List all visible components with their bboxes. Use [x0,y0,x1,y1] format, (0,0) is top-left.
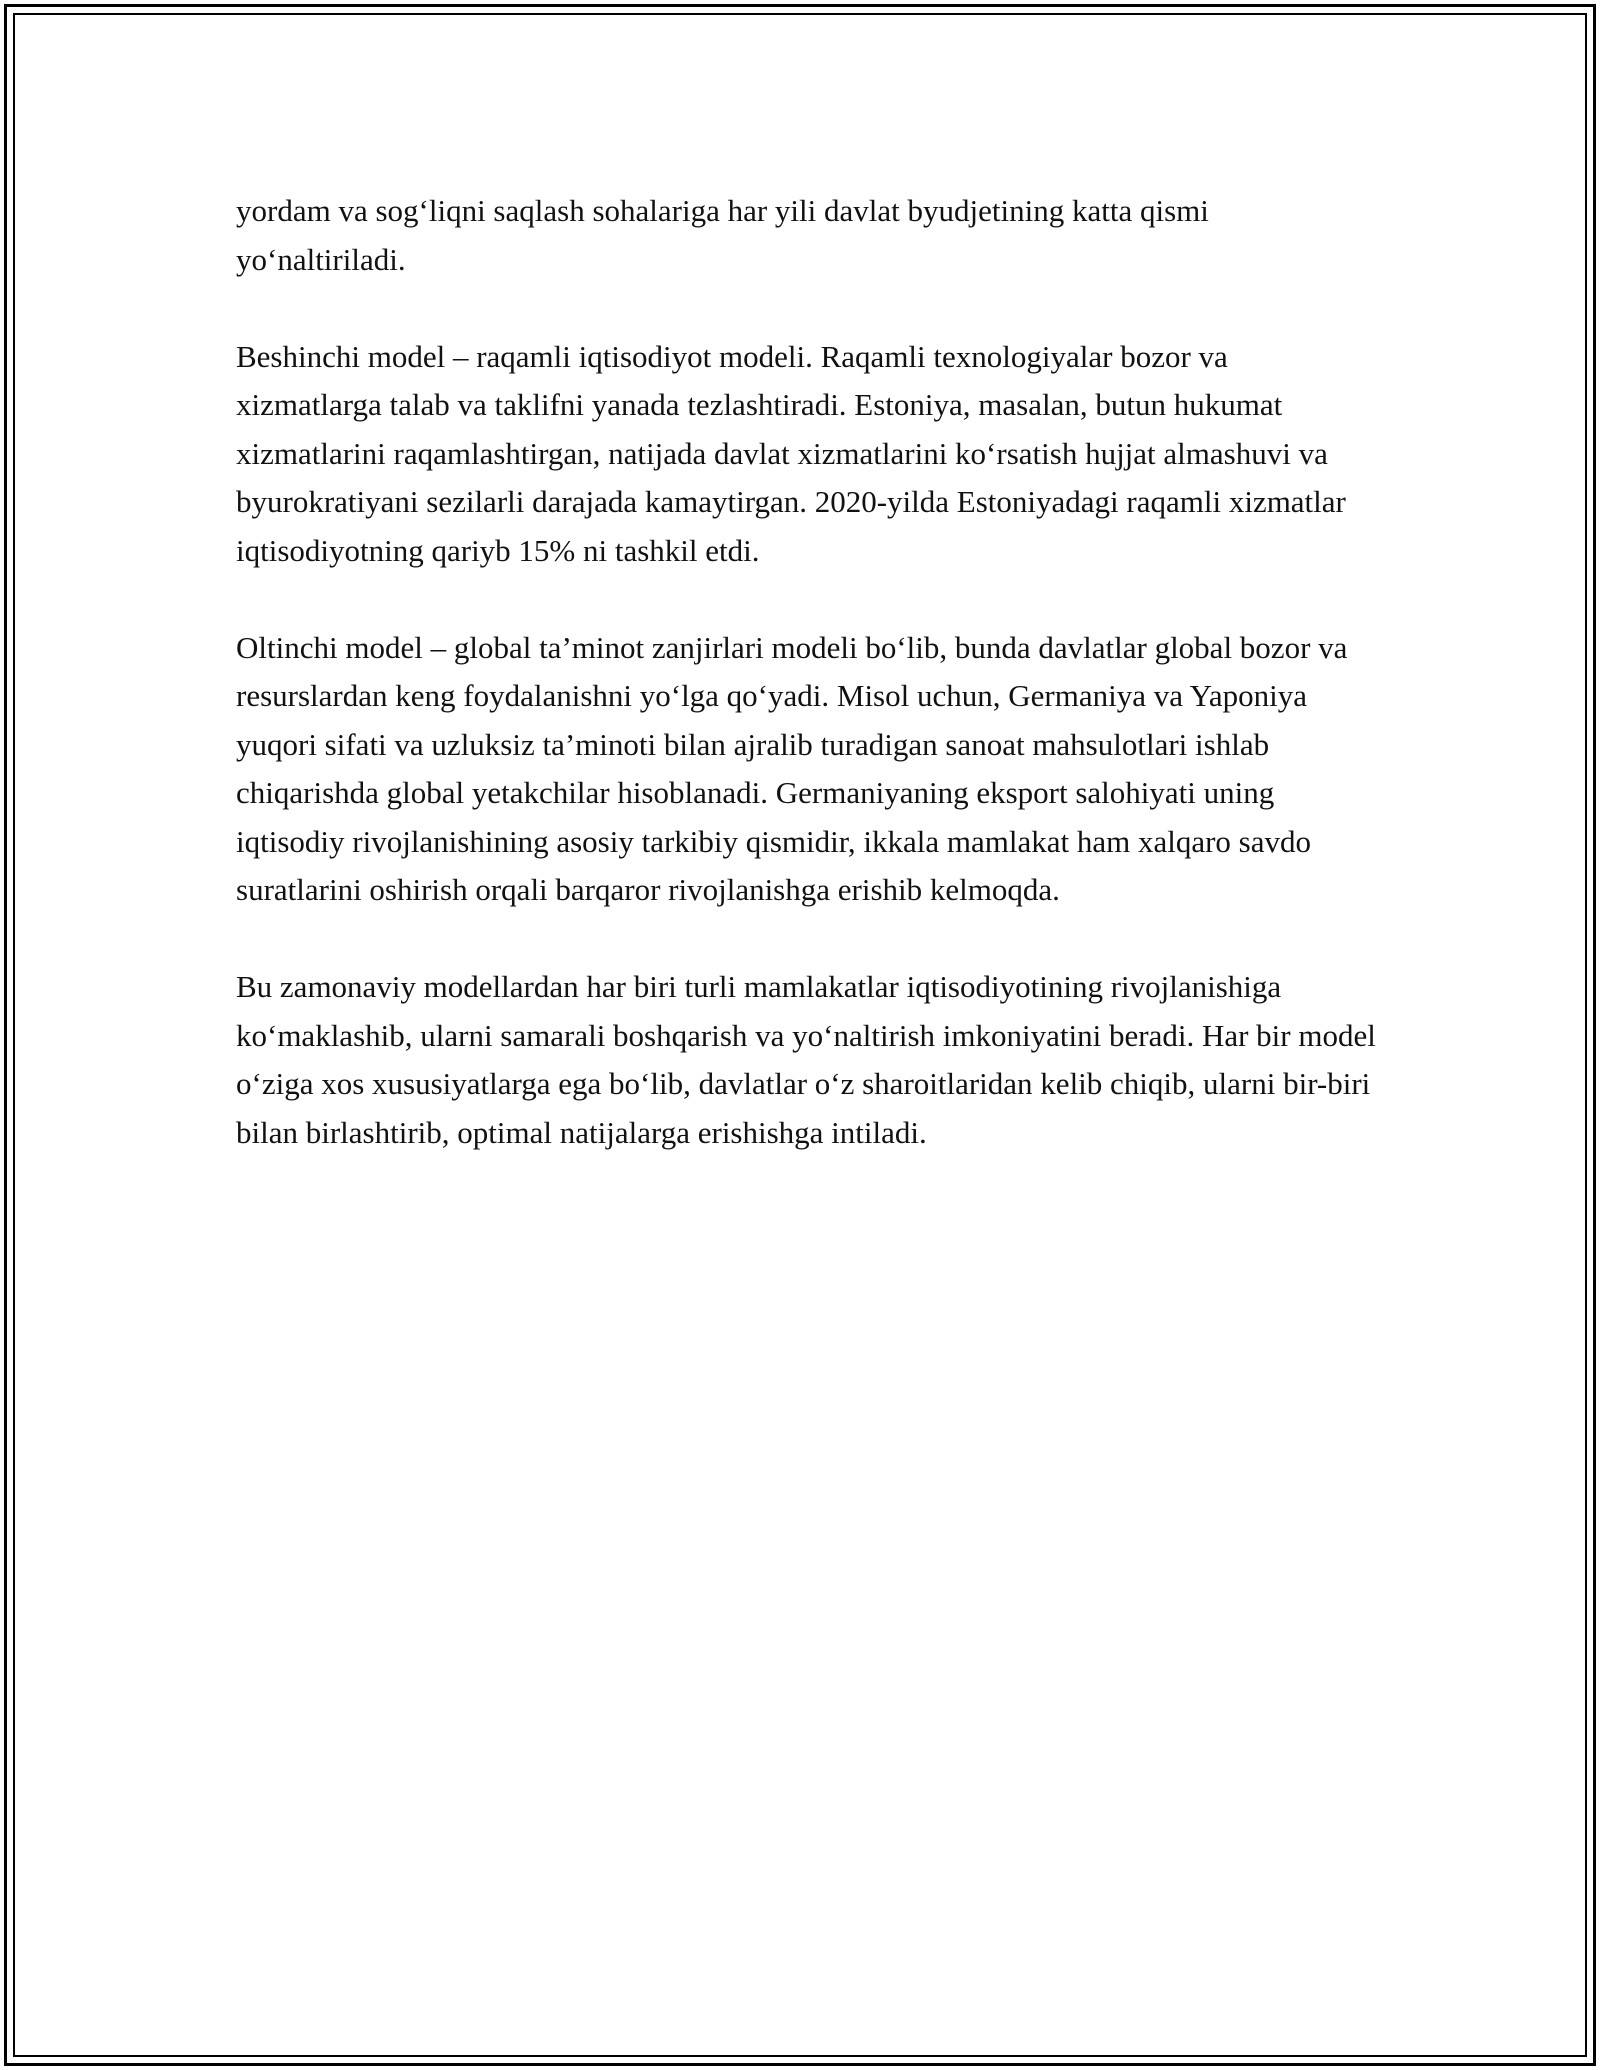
paragraph-continuation: yordam va sog‘liqni saqlash sohalariga har yili davlat byudjetining katta qismi yo‘naltiriladi. [236,193,1209,277]
document-body [236,187,1376,1206]
paragraph-sixth-model: Oltinchi model – global ta’minot zanjirlari modeli bo‘lib, bunda davlatlar global bozor va resurslardan keng foydalanishni yo‘lga qo‘yadi. Misol uchun, Germaniya va Yaponiya yuqori sifati va uzluksiz ta’minoti bilan ajralib turadigan sanoat mahsulotlari ishlab chiqarishda global yetakchilar hisoblanadi. Germaniyaning eksport salohiyati uning iqtisodiy rivojlanishining asosiy tarkibiy qismidir, ikkala mamlakat ham xalqaro savdo suratlarini oshirish orqali barqaror rivojlanishga erishib kelmoqda. [236,629,1348,907]
paragraph-conclusion: Bu zamonaviy modellardan har biri turli mamlakatlar iqtisodiyotining rivojlanishiga ko‘maklashib, ularni samarali boshqarish va yo‘naltirish imkoniyatini beradi. Har bir model o‘ziga xos xususiyatlarga ega bo‘lib, davlatlar o‘z sharoitlaridan kelib chiqib, ularni bir-biri bilan birlashtirib, optimal natijalarga erishishga intiladi. [236,969,1376,1150]
paragraph-fifth-model: Beshinchi model – raqamli iqtisodiyot modeli. Raqamli texnologiyalar bozor va xizmatlarga talab va taklifni yanada tezlashtiradi. Estoniya, masalan, butun hukumat xizmatlarini raqamlashtirgan, natijada davlat xizmatlarini ko‘rsatish hujjat almashuvi va byurokratiyani sezilarli darajada kamaytirgan. 2020-yilda Estoniyadagi raqamli xizmatlar iqtisodiyotning qariyb 15% ni tashkil etdi. [236,338,1346,568]
